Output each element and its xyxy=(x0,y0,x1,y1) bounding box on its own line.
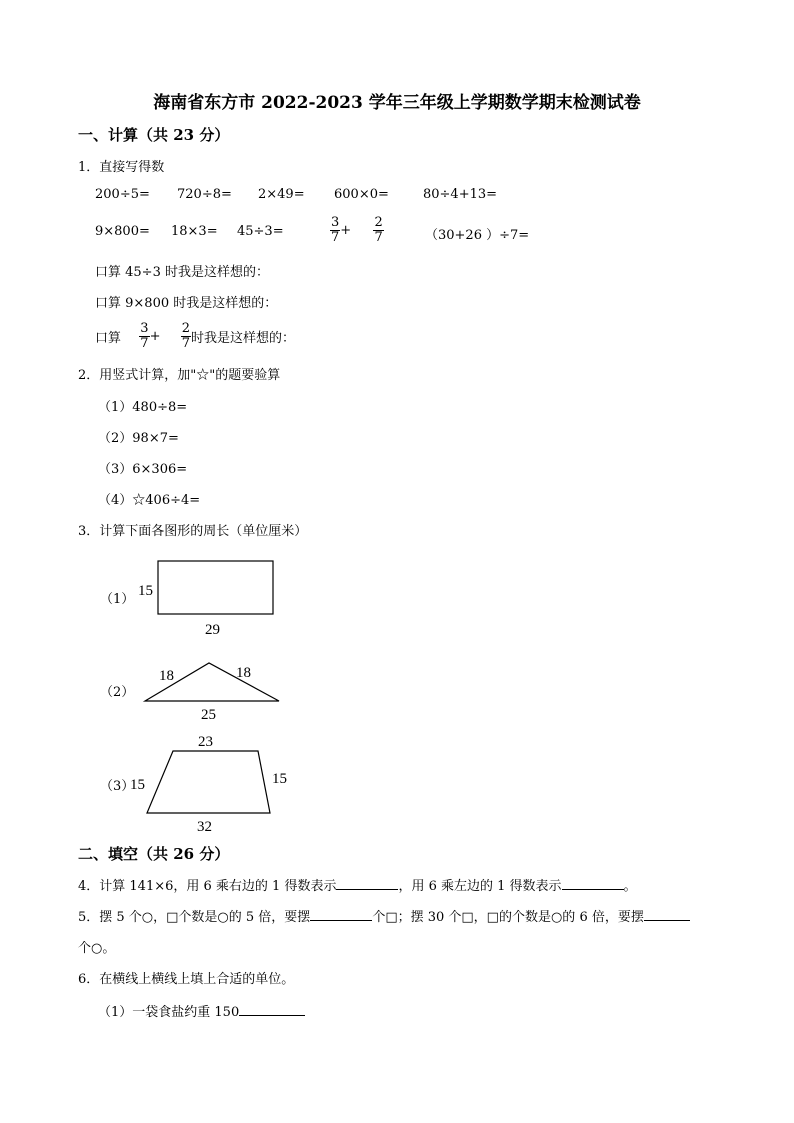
answer-blank[interactable] xyxy=(239,1003,305,1016)
answer-blank[interactable] xyxy=(336,877,398,890)
question-1-label: 1．直接写得数 xyxy=(78,160,165,175)
fraction: $\frac{3}{7}$ xyxy=(140,321,149,351)
question-5-continued: 个○。 xyxy=(78,941,116,956)
fraction: $\frac{3}{7}$ xyxy=(331,215,340,245)
trapezoid-bottom-label: 32 xyxy=(197,819,212,835)
page-title: 海南省东方市 2022-2023 学年三年级上学期数学期末检测试卷 xyxy=(153,93,641,113)
trapezoid-top-label: 23 xyxy=(198,734,213,750)
question-4: 4．计算 141×6，用 6 乘右边的 1 得数表示 ，用 6 乘左边的 1 得数表示 。 xyxy=(78,879,637,894)
question-2-label: 2．用竖式计算，加"☆"的题要验算 xyxy=(78,368,281,383)
figure-3-label: （3） xyxy=(100,779,135,794)
triangle-left-label: 18 xyxy=(159,668,174,684)
q1-fraction-expression: $\frac{3}{7}$ + $\frac{2}{7}$ xyxy=(331,215,383,245)
answer-blank[interactable] xyxy=(562,877,624,890)
triangle-right-label: 18 xyxy=(236,665,251,681)
section-heading-fill-in: 二、填空（共 26 分） xyxy=(78,845,230,863)
q1-think-2: 口算 9×800 时我是这样想的： xyxy=(95,296,278,311)
q1-row1-item: 720÷8= xyxy=(177,187,232,202)
fraction: $\frac{2}{7}$ xyxy=(181,321,191,351)
rectangle-shape xyxy=(158,561,273,614)
q2-item: （3）6×306= xyxy=(98,462,188,477)
q1-think-3: 口算 $\frac{3}{7}$ + $\frac{2}{7}$ 时我是这样想的： xyxy=(95,321,296,351)
q1-row2-item: 18×3= xyxy=(171,224,218,239)
question-6-label: 6．在横线上横线上填上合适的单位。 xyxy=(78,972,295,987)
answer-blank[interactable] xyxy=(310,908,372,921)
q1-think-1: 口算 45÷3 时我是这样想的： xyxy=(95,265,269,280)
q2-item: （4）☆406÷4= xyxy=(98,493,201,508)
trapezoid-shape xyxy=(147,751,270,813)
rectangle-side-label: 15 xyxy=(138,583,153,599)
section-heading-calculation: 一、计算（共 23 分） xyxy=(78,126,230,144)
triangle-bottom-label: 25 xyxy=(201,707,216,723)
figure-2-label: （2） xyxy=(100,685,135,700)
q2-item: （2）98×7= xyxy=(98,431,179,446)
q1-row2-item: （30+26 ）÷7= xyxy=(425,228,530,243)
q1-row1-item: 600×0= xyxy=(334,187,389,202)
question-3-label: 3．计算下面各图形的周长（单位厘米） xyxy=(78,524,308,539)
q1-row1-item: 80÷4+13= xyxy=(423,187,498,202)
answer-blank[interactable] xyxy=(644,908,690,921)
question-5: 5．摆 5 个○，□个数是○的 5 倍，要摆 个□；摆 30 个□，□的个数是○的 6 倍，要摆 xyxy=(78,906,690,925)
trapezoid-right-label: 15 xyxy=(272,771,287,787)
q1-row1-item: 200÷5= xyxy=(95,187,150,202)
figure-1-label: （1） xyxy=(100,592,135,607)
rectangle-bottom-label: 29 xyxy=(205,622,220,638)
trapezoid-left-label: 15 xyxy=(130,777,145,793)
q1-row2-item: 45÷3= xyxy=(237,224,284,239)
q1-row1-item: 2×49= xyxy=(258,187,305,202)
q6-item: （1）一袋食盐约重 150 xyxy=(98,1001,305,1020)
q1-row2-item: 9×800= xyxy=(95,224,150,239)
q2-item: （1）480÷8= xyxy=(98,400,188,415)
fraction: $\frac{2}{7}$ xyxy=(374,215,383,245)
